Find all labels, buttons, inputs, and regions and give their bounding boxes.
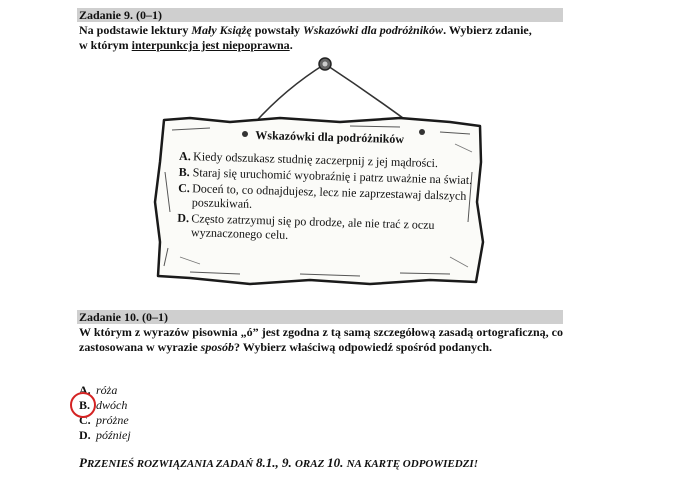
answer-d[interactable]: [79, 428, 131, 443]
hanging-sign: [150, 52, 490, 292]
transfer-instruction: [79, 455, 478, 471]
footer-initial: P: [79, 455, 87, 470]
task9-text-3: . Wybierz zdanie,: [443, 23, 532, 37]
answer-letter: D.: [79, 428, 91, 442]
selected-answer-circle: [70, 392, 96, 418]
answer-word: dwóch: [96, 398, 128, 412]
sign-title-ref: Wskazówki dla podróżników: [303, 23, 444, 37]
sign-item-letter: D.: [177, 210, 190, 226]
sign-item-text: Staraj się uruchomić wyobraźnię i patrz uważnie na świat.: [192, 165, 473, 188]
task9-underlined-text: interpunkcja jest niepoprawna: [131, 38, 290, 52]
task10-text-1: W którym z wyrazów pisownia „ó” jest zgodna z tą samą szczegółową zasadą ortograficzną, co zastosowana w wyrazie: [79, 325, 563, 354]
task10-header: Zadanie 10. (0–1): [77, 310, 563, 324]
answer-word: róża: [96, 383, 118, 397]
answer-letter: C.: [79, 413, 91, 427]
task9-header: Zadanie 9. (0–1): [77, 8, 563, 22]
book-title: Mały Książę: [191, 23, 252, 37]
task10-question: [79, 325, 563, 355]
sign-item-letter: C.: [178, 180, 191, 196]
sign-item-letter: B.: [178, 164, 190, 180]
footer-numbers: 8.1., 9.: [255, 455, 295, 470]
task9-instruction: [79, 23, 563, 53]
sign-item-letter: A.: [178, 148, 192, 164]
sign-item-text: Kiedy odszukasz studnię zaczerpnij z jej mądrości.: [192, 149, 439, 171]
footer-number-10: 10.: [327, 455, 347, 470]
task9-text-5: .: [289, 38, 293, 52]
footer-text-1: RZENIEŚ ROZWIĄZANIA ZADAŃ: [86, 458, 256, 470]
task10-key-word: sposób: [200, 340, 234, 354]
footer-text-2: ORAZ: [294, 458, 328, 470]
task9-text-2: powstały: [251, 23, 304, 37]
task9-text-1: Na podstawie lektury: [79, 23, 192, 37]
answer-letter: A.: [79, 383, 91, 397]
sign-content: [176, 120, 480, 278]
footer-text-3: NA KARTĘ ODPOWIEDZI!: [346, 458, 478, 470]
sign-title: Wskazówki dla podróżników: [255, 127, 405, 147]
sign-item-text: Doceń to, co odnajdujesz, lecz nie zaprzestawaj dalszych poszukiwań.: [191, 181, 467, 211]
answer-word: później: [96, 428, 131, 442]
answer-word: próżne: [96, 413, 129, 427]
sign-item-text: Często zatrzymuj się po drodze, ale nie trać z oczu wyznaczonego celu.: [190, 211, 435, 242]
task9-text-4: w którym: [79, 38, 132, 52]
sign-item-d: [177, 211, 478, 247]
answer-letter: B.: [79, 398, 91, 412]
task10-text-2: ? Wybierz właściwą odpowiedź spośród podanych.: [234, 340, 493, 354]
